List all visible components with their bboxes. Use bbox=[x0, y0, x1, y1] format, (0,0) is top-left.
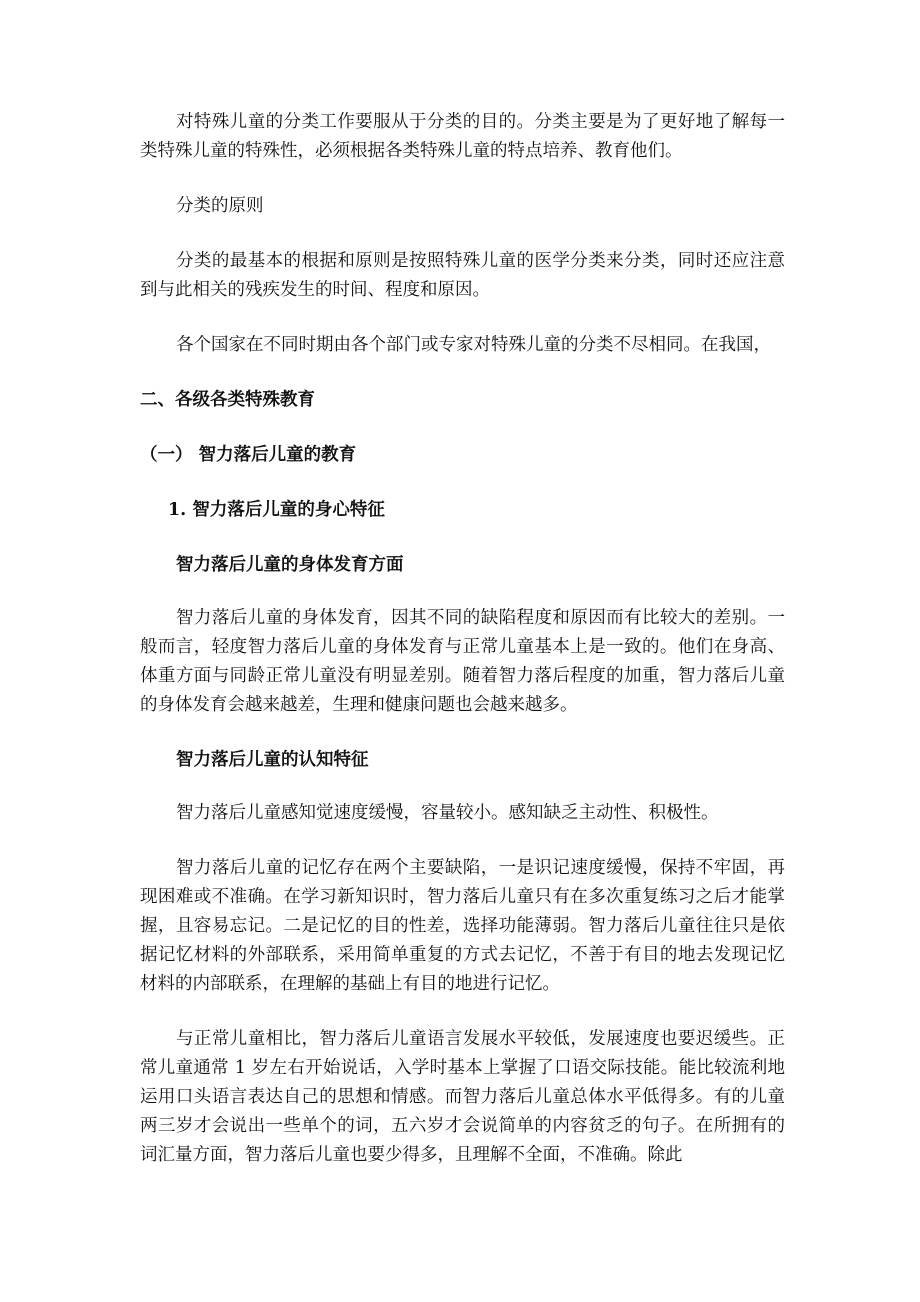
paragraph-classification-purpose: 对特殊儿童的分类工作要服从于分类的目的。分类主要是为了更好地了解每一类特殊儿童的特殊性，必须根据各类特殊儿童的特点培养、教育他们。 bbox=[140, 112, 785, 161]
paragraph-memory: 智力落后儿童的记忆存在两个主要缺陷，一是识记速度缓慢，保持不牢固，再现困难或不准确。在学习新知识时，智力落后儿童只有在多次重复练习之后才能掌握，且容易忘记。二是记忆的目的性差，选择功能薄弱。智力落后儿童往往只是依据记忆材料的外部联系，采用简单重复的方式去记忆，不善于有目的地去发现记忆材料的内部联系，在理解的基础上有目的地进行记忆。 bbox=[140, 858, 785, 994]
paragraph-physical-development: 智力落后儿童的身体发育，因其不同的缺陷程度和原因而有比较大的差别。一般而言，轻度智力落后儿童的身体发育与正常儿童基本上是一致的。他们在身高、体重方面与同龄正常儿童没有明显差别。随着智力落后程度的加重，智力落后儿童的身体发育会越来越差，生理和健康问题也会越来越多。 bbox=[140, 608, 785, 715]
paragraph-classification-countries: 各个国家在不同时期由各个部门或专家对特殊儿童的分类不尽相同。在我国， bbox=[176, 335, 771, 355]
subsection-heading-intellectual-disability: （一） 智力落后儿童的教育 bbox=[140, 445, 357, 465]
document-page bbox=[140, 108, 785, 1170]
paragraph-classification-basis: 分类的最基本的根据和原则是按照特殊儿童的医学分类来分类，同时还应注意到与此相关的残疾发生的时间、程度和原因。 bbox=[140, 251, 785, 300]
section-heading-special-education: 二、各级各类特殊教育 bbox=[140, 390, 315, 410]
numbered-heading-characteristics: 1. 智力落后儿童的身心特征 bbox=[168, 500, 385, 520]
paragraph-perception: 智力落后儿童感知觉速度缓慢，容量较小。感知缺乏主动性、积极性。 bbox=[176, 803, 719, 823]
topic-heading-cognitive-characteristics: 智力落后儿童的认知特征 bbox=[176, 750, 369, 770]
paragraph-language: 与正常儿童相比，智力落后儿童语言发展水平较低，发展速度也要迟缓些。正常儿童通常 1 岁左右开始说话，入学时基本上掌握了口语交际技能。能比较流利地运用口头语言表达自己的思想和情感。而智力落后儿童总体水平低得多。有的儿童两三岁才会说出一些单个的词，五六岁才会说简单的内容贫乏的句子。在所拥有的词汇量方面，智力落后儿童也要少得多，且理解不全面，不准确。除此 bbox=[140, 1029, 785, 1165]
paragraph-classification-principle-label: 分类的原则 bbox=[176, 196, 264, 216]
topic-heading-physical-development: 智力落后儿童的身体发育方面 bbox=[176, 555, 404, 575]
